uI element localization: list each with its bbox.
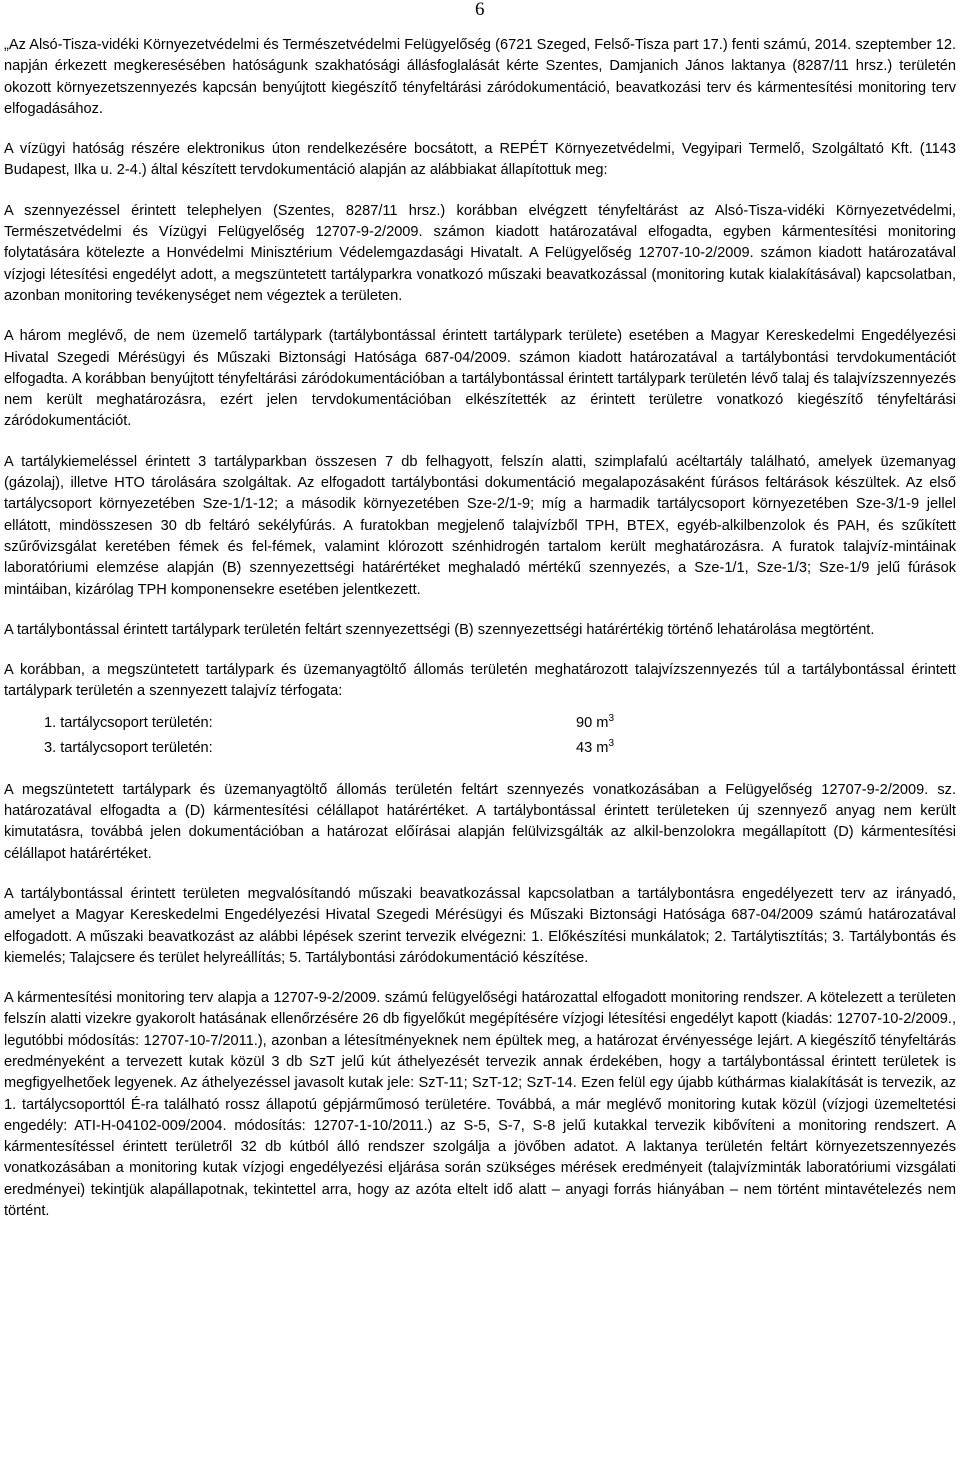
- paragraph-prior-survey: A szennyezéssel érintett telephelyen (Szentes, 8287/11 hrsz.) korábban elvégzett tényfeltárást az Alsó-Tisza-vidéki Környezetvédelmi, Természetvédelmi és Vízügyi Felügyelőség 12707-9-2/2009. számon kiadott határozatával elfogadta, egyben kármentesítési monitoring folytatására kötelezte a Honvédelmi Minisztérium Védelemgazdasági Hivatalt. A Felügyelőség 12707-10-2/2009. számon kiadott határozatával vízjogi létesítési engedélyt adott, a megszüntetett tartályparkra vonatkozó műszaki beavatkozással (monitoring kutak kialakításával) kapcsolatban, azonban monitoring tevékenységet nem végeztek a területen.: [4, 202, 956, 304]
- volume-label: 1. tartálycsoport területén:: [44, 714, 213, 731]
- paragraph-tank-parks: A három meglévő, de nem üzemelő tartálypark (tartálybontással érintett tartálypark területe) esetében a Magyar Kereskedelmi Engedélyezési Hivatal Szegedi Mérésügyi és Műszaki Biztonsági Hatósága 687-04/2009. számon kiadott határozatával a tartálybontási tervdokumentációt elfogadta. A korábban benyújtott tényfeltárási záródokumentációban a tartálybontással érintett tartálypark területén lévő talaj és talajvízszennyezés nem került meghatározásra, ezért jelen tervdokumentációban elkészítették az érintett területre vonatkozó kiegészítő tényfeltárási záródokumentációt.: [4, 328, 956, 430]
- paragraph-intro: „Az Alsó-Tisza-vidéki Környezetvédelmi és Természetvédelmi Felügyelőség (6721 Szeged, Felső-Tisza part 17.) fenti számú, 2014. szeptember 12. napján érkezett megkeresésében hatóságunk szakhatósági állásfoglalását kérte Szentes, Damjanich János laktanya (8287/11 hrsz.) területén okozott környezetszennyezés kapcsán benyújtott kiegészítő tényfeltárási záródokumentáció, beavatkozási terv és kármentesítési monitoring terv elfogadásához.: [4, 37, 956, 117]
- volume-unit-exponent: 3: [608, 737, 615, 749]
- paragraph-findings-intro: A vízügyi hatóság részére elektronikus úton rendelkezésére bocsátott, a REPÉT Környezetvédelmi, Vegyipari Termelő, Szolgáltató Kft. (1143 Budapest, Ilka u. 2-4.) által készített tervdokumentáció alapján az alábbiakat állapítottuk meg:: [4, 141, 956, 179]
- paragraph-delineation: A tartálybontással érintett tartálypark területén feltárt szennyezettségi (B) szennyezettségi határértékig történő lehatárolása megtörtént.: [4, 621, 875, 638]
- paragraph-monitoring: A kármentesítési monitoring terv alapja a 12707-9-2/2009. számú felügyelőségi határozattal elfogadott monitoring rendszer. A kötelezett a területen felszín alatti vizekre gyakorolt hatásának ellenőrzésére 26 db figyelőkút megépítésére vízjogi létesítési engedélyt kapott (kiadás: 12707-10-2/2009., legutóbbi módosítás: 12707-10-7/2011.), azonban a létesítményeknek nem épültek meg, a határozat érvényessége lejárt. A kiegészítő tényfeltárás eredményeként a tervezett kutak közül 3 db SzT jelű kút áthelyezését tervezik annak érdekében, hogy a tartálybontással érintett területek is megfigyelhetőek legyenek. Az áthelyezéssel javasolt kutak jele: SzT-11; SzT-12; SzT-14. Ezen felül egy újabb kúthármas kialakítását is tervezik, az 1. tartálycsoporttól É-ra található rossz állapotú gépjárműmosó területére. Továbbá, a már meglévő monitoring kutak közül (vízjogi üzemeltetési engedély: ATI-H-04102-009/2004. módosítás: 12707-1-10/2011.) az S-5, S-7, S-8 jelű kutakkal tervezik kibővíteni a monitoring rendszert. A kármentesítéssel érintett területről 32 db kútból álló rendszer szolgálja a jövőben adatot. A laktanya területén feltárt környezetszennyezés vonatkozásában a monitoring kutak vízjogi engedélyezési eljárása során szükséges mérések eredményeit (talajvízminták laboratóriumi vizsgálati eredményei) tekintjük alapállapotnak, tekintettel arra, hogy az azóta eltelt idő alatt – anyagi forrás hiányában – nem történt mintavételezés nem történt.: [4, 990, 956, 1220]
- page-number: 6: [475, 0, 485, 20]
- volume-label: 3. tartálycsoport területén:: [44, 739, 213, 756]
- paragraph-volume-intro: A korábban, a megszüntetett tartálypark és üzemanyagtöltő állomás területén meghatározott talajvízszennyezés túl a tartálybontással érintett tartálypark területén a szennyezett talajvíz térfogata:: [4, 662, 956, 700]
- paragraph-intervention: A tartálybontással érintett területen megvalósítandó műszaki beavatkozással kapcsolatban a tartálybontásra engedélyezett terv az irányadó, amelyet a Magyar Kereskedelmi Engedélyezési Hivatal Szegedi Mérésügyi és Műszaki Biztonsági Hatósága 687-04/2009 számú határozatával elfogadott. A műszaki beavatkozást az alábbi lépések szerint tervezik elvégezni: 1. Előkészítési munkálatok; 2. Tartálytisztítás; 3. Tartálybontás és kiemelés; Talajcsere és terület helyreállítás; 5. Tartálybontási záródokumentáció készítése.: [4, 885, 956, 966]
- document-body: [4, 35, 956, 1241]
- volume-row: [4, 711, 956, 736]
- paragraph-tank-removal: A tartálykiemeléssel érintett 3 tartályparkban összesen 7 db felhagyott, felszín alatti, szimplafalú acéltartály található, amelyek üzemanyag (gázolaj), illetve HTO tárolására szolgáltak. Az elfogadott tartálybontási dokumentáció megalapozásaként fúrásos feltárások készültek. Az első tartálycsoport környezetében Sze-1/1-12; a második környezetében Sze-2/1-9; míg a harmadik tartálycsoport környezetében Sze-3/1-9 jellel ellátott, mindösszesen 30 db feltáró sekélyfúrás. A furatokban megjelenő talajvízből TPH, BTEX, egyéb-alkilbenzolok és PAH, és szűkített szűrővizsgálat keretében fémek és fel-fémek, valamint klórozott szénhidrogén tartalom került meghatározásra. A furatok talajvíz-mintáinak laboratóriumi elemzése alapján (B) szennyezettségi határértéket meghaladó mértékű szennyezés, a Sze-1/1, Sze-1/3; Sze-1/9 jelű fúrások mintáiban, kizárólag TPH komponensekre esetében jelentkezett.: [4, 453, 956, 598]
- volume-unit-exponent: 3: [608, 712, 615, 724]
- paragraph-target-values: A megszüntetett tartálypark és üzemanyagtöltő állomás területén feltárt szennyezés vonatkozásában a Felügyelőség 12707-9-2/2009. sz. határozatával elfogadta a (D) kármentesítési célállapot határértéket. A tartálybontással érintett területeken új szennyező anyag nem került kimutatásra, továbbá jelen dokumentációban a határozat előírásai alapján felülvizsgálták az alkil-benzolokra megállapított (D) kármentesítési célállapot határértéket.: [4, 781, 956, 862]
- volume-list: [4, 711, 956, 761]
- volume-value: 90 $m^3$: [576, 712, 615, 731]
- volume-value: 43 $m^3$: [576, 737, 615, 756]
- volume-row: [4, 736, 956, 761]
